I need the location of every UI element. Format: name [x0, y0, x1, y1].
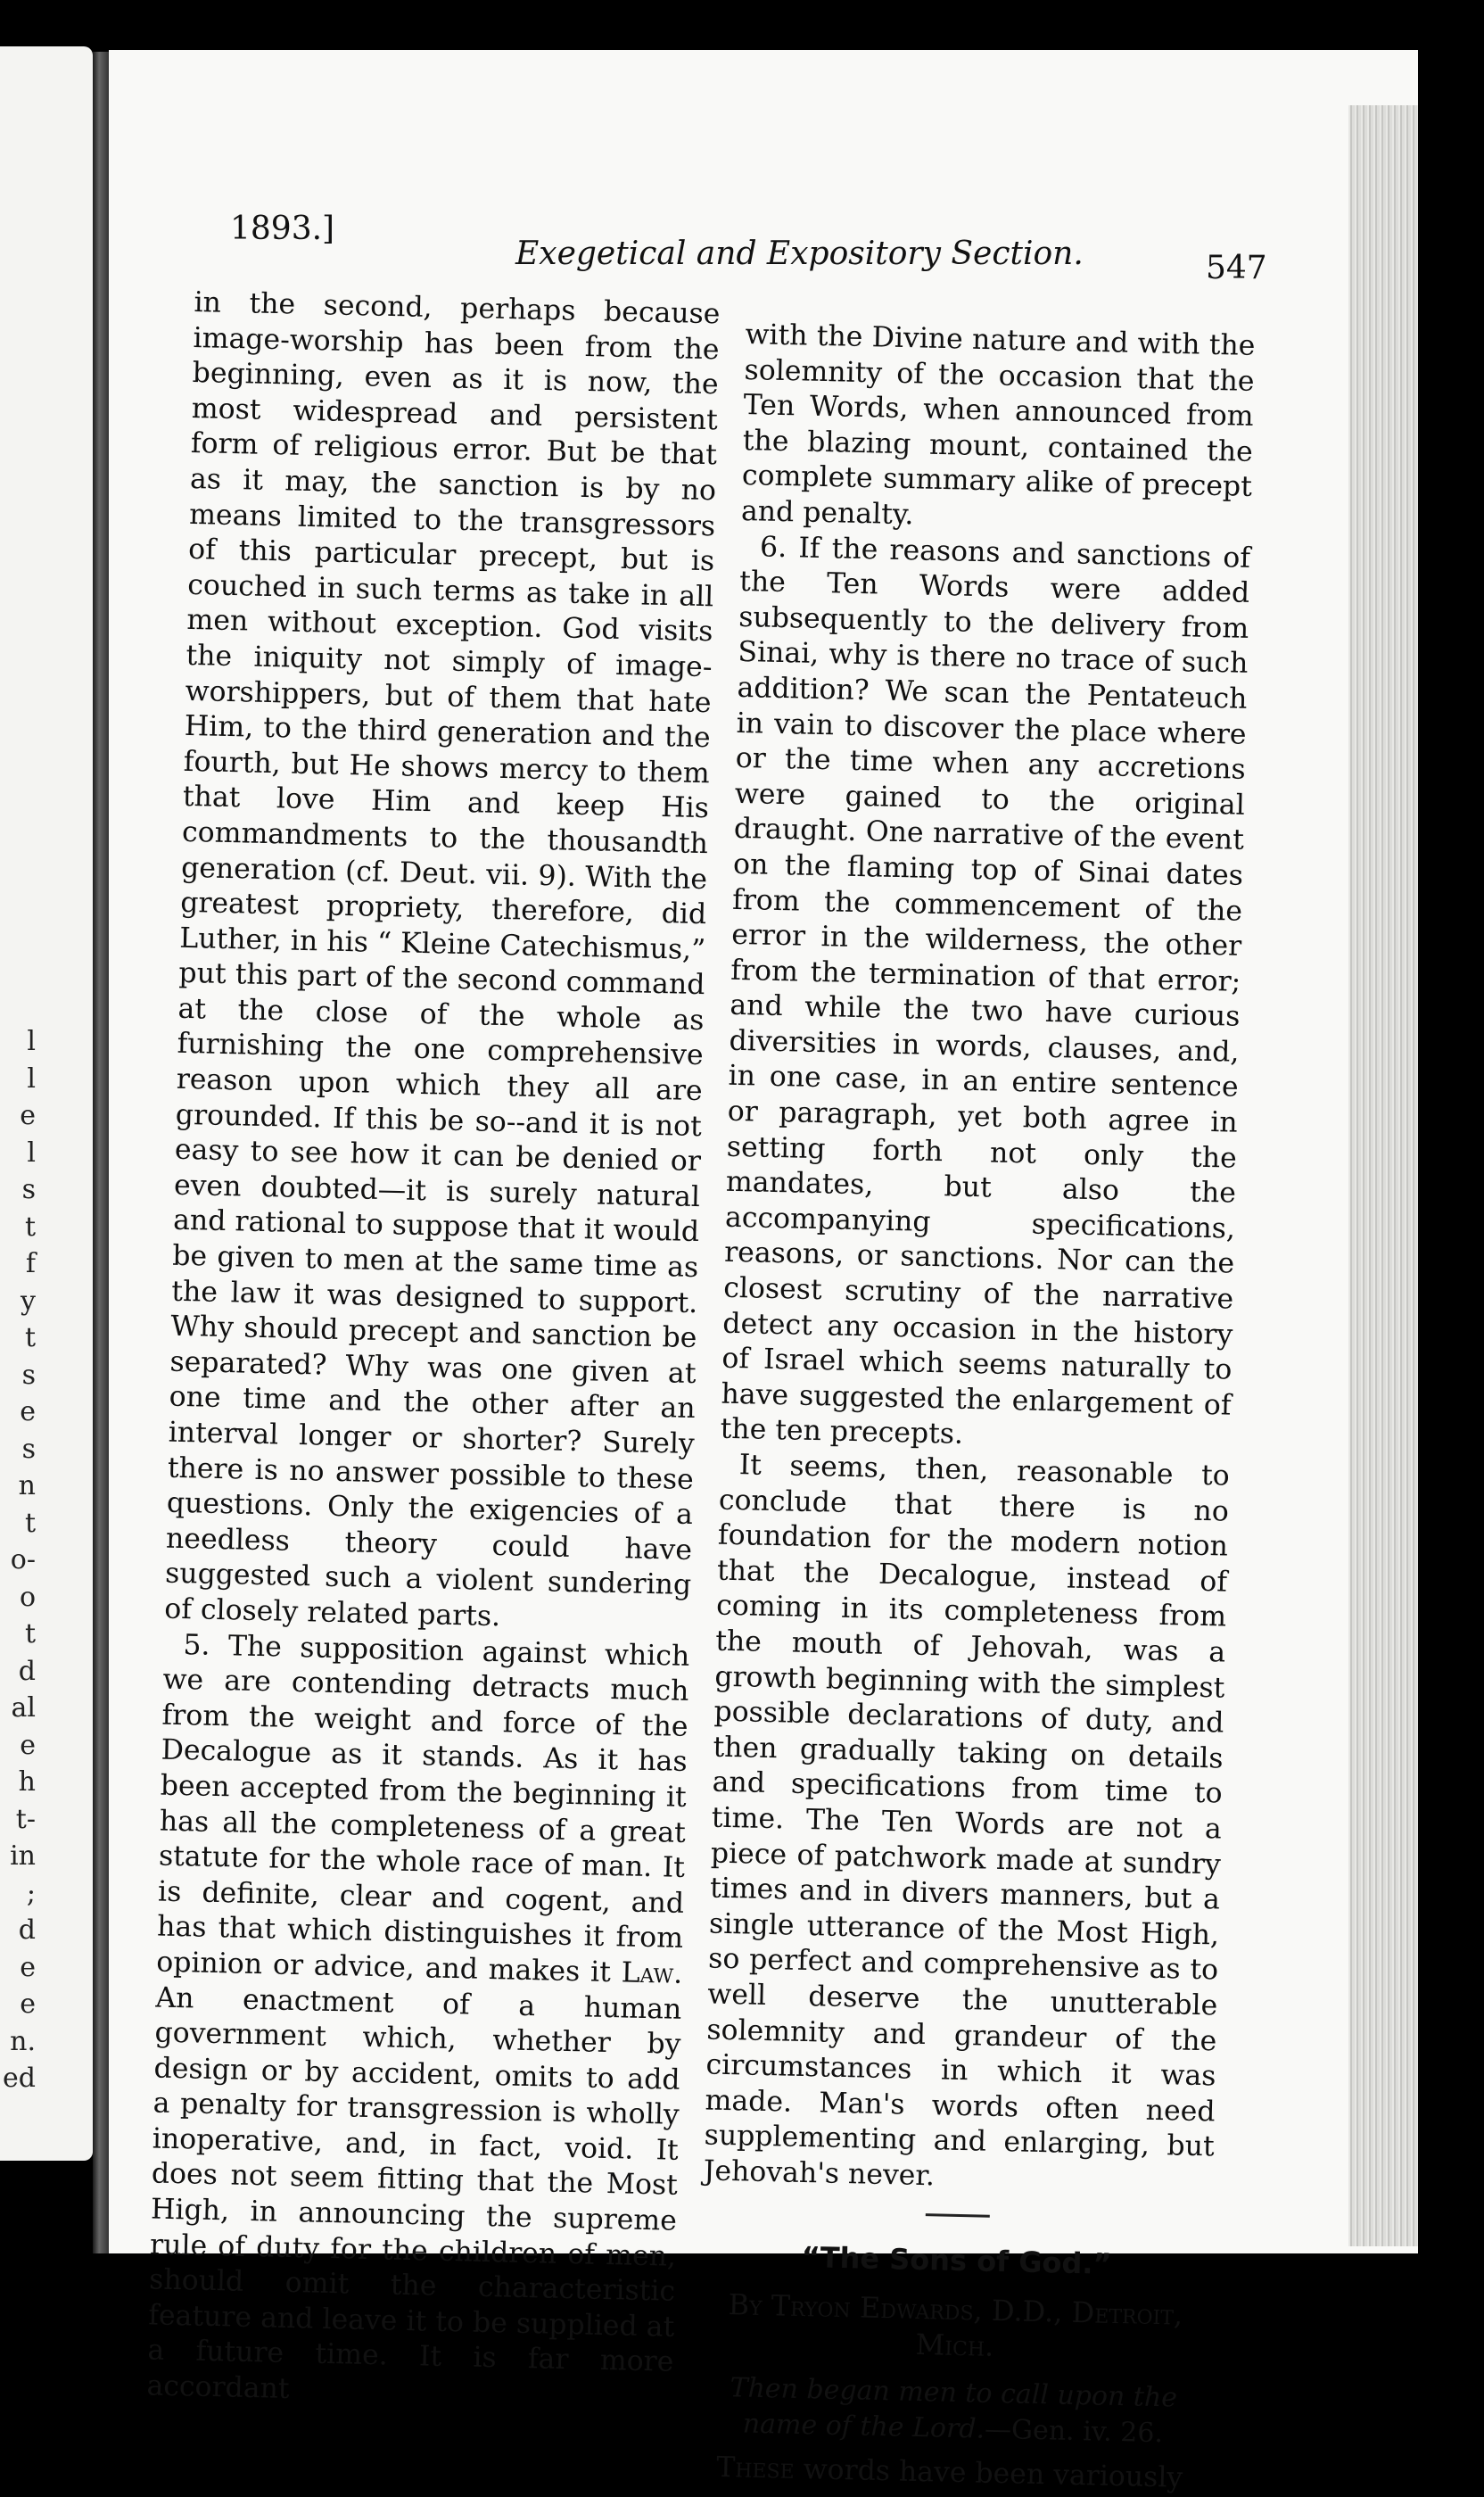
- right-column: [697, 318, 1256, 2497]
- page-number: 547: [1206, 250, 1267, 286]
- facing-page-letter: l: [27, 1026, 36, 1057]
- opening-word: These: [715, 2451, 796, 2485]
- facing-page-letter: t: [24, 1507, 36, 1539]
- facing-page-letter: s: [21, 1433, 36, 1465]
- paragraph: [146, 1627, 690, 2416]
- epigraph-text: Then began men to call upon the name of the Lord.: [730, 2372, 1178, 2445]
- facing-page-letter: s: [21, 1174, 36, 1205]
- book-gutter: [93, 52, 109, 2253]
- law-word: Law.: [621, 1956, 683, 1990]
- paragraph: 6. If the reasons and sanctions of the Ten Words were added subsequently to the delivery from Sinai, why is there no trace of such addition? We scan the Pentateuch in vain to discover the place where or the time when any accretions were gained to the original draught. One narrative of the event on the flaming top of Sinai dates from the commencement of the error in the wilderness, the other from the termination of that error; and while the two have curious diversities in words, clauses, and, in one case, in an entire sentence or paragraph, yet both agree in setting forth not only the mandates, but also the accompanying specifications, reasons, or sanctions. Nor can the closest scrutiny of the narrative detect any occasion in the history of Israel which seems naturally to have suggested the enlargement of the ten precepts.: [720, 531, 1251, 1451]
- epigraph: [697, 2369, 1209, 2452]
- facing-page-letter: s: [21, 1359, 36, 1391]
- facing-page-letter: n: [18, 1470, 36, 1501]
- paragraph-text: An enactment of a human government which, whether by design or by accident, omits to add a penalty for transgression is wholly inoperative, and, in fact, void. It does not seem fitting that the Most High, in announcing the supreme rule of duty for the children of men, should omit the characteristic feature and leave it to be supplied at a future time. It is far more accordant: [146, 1981, 682, 2406]
- header-title: Exegetical and Expository Section.: [515, 236, 1084, 272]
- facing-page-letter: t: [24, 1618, 36, 1650]
- facing-page-letter: e: [20, 1100, 36, 1131]
- article-byline: [699, 2286, 1211, 2369]
- left-column: [146, 285, 721, 2416]
- facing-page-letter: in: [10, 1840, 36, 1872]
- epigraph-reference: —Gen. iv. 26.: [984, 2413, 1164, 2450]
- facing-page-letter: y: [21, 1285, 36, 1317]
- facing-page-letter: n.: [10, 2025, 36, 2057]
- facing-page-letter: ;: [26, 1877, 36, 1909]
- paragraph: [697, 2450, 1208, 2497]
- facing-page-letter: h: [18, 1766, 36, 1798]
- facing-page-letter: ed: [3, 2063, 36, 2094]
- header-year: 1893.]: [230, 211, 335, 247]
- facing-page-letter: o: [19, 1581, 36, 1613]
- paragraph-text: 5. The supposition against which we are contending detracts much from the weight and force of the Decalogue as it stands. As it has been accepted from the beginning it has all the completeness of a great statute for the whole race of man. It is definite, clear and cogent, and has that which distinguishes it from opinion or advice, and makes it: [155, 1628, 690, 1989]
- facing-page-letter: f: [25, 1248, 36, 1279]
- facing-page-letter: o-: [10, 1544, 36, 1575]
- byline-line: Mich.: [915, 2327, 994, 2363]
- facing-page-letter: e: [20, 1989, 36, 2020]
- facing-page-letter: d: [18, 1655, 36, 1687]
- facing-page-letter: t: [24, 1322, 36, 1353]
- facing-page-letter: e: [20, 1951, 36, 1983]
- page-edges: [1348, 105, 1418, 2246]
- facing-page-letter: l: [27, 1062, 36, 1095]
- article-title: “The Sons of God.”: [801, 2240, 1112, 2282]
- facing-page-letter: t: [24, 1211, 36, 1243]
- section-divider: [926, 2214, 990, 2219]
- paragraph-text: words have been variously: [794, 2452, 1183, 2494]
- paragraph: It seems, then, reasonable to conclude that there is no foundation for the modern notion that the Decalogue, instead of coming in its completeness from the mouth of Jehovah, was a growth beginning with the simplest possible declarations of duty, and then gradually taking on details and specifications from time to time. The Ten Words are not a piece of patchwork made at sundry times and in divers manners, but a single utterance of the Most High, so perfect and comprehensive as to well deserve the unutterable solemnity and grandeur of the circumstances in which it was made. Man's words often need supplementing and enlarging, but Jehovah's never.: [703, 1449, 1231, 2193]
- facing-page-fragment: [0, 46, 93, 2161]
- facing-page-letter: l: [27, 1137, 36, 1169]
- paragraph: with the Divine nature and with the solemnity of the occasion that the Ten Words, when announced from the blazing mount, contained the complete summary alike of precept and penalty.: [740, 318, 1256, 532]
- facing-page-letter: t-: [15, 1803, 36, 1835]
- facing-page-letter: d: [18, 1914, 36, 1946]
- facing-page-letter: al: [11, 1692, 36, 1724]
- facing-page-letter: e: [20, 1396, 36, 1427]
- facing-page-letter: e: [20, 1729, 36, 1761]
- byline-line: By Tryon Edwards, D.D., Detroit,: [728, 2287, 1183, 2332]
- paragraph: in the second, perhaps because image-worship has been from the beginning, even as it is now, the most widespread and persistent form of religious error. But be that as it may, the sanction is by no means limited to the transgressors of this particular precept, but is couched in such terms as take in all men without exception. God visits the iniquity not simply of image-worshippers, but of them that hate Him, to the third generation and the fourth, but He shows mercy to them that love Him and keep His commandments to the thousandth generation (cf. Deut. vii. 9). With the greatest propriety, therefore, did Luther, in his “ Kleine Catechismus,” put this part of the second command at the close of the whole as furnishing the one comprehensive reason upon which they all are grounded. If this be so--and it is not easy to see how it can be denied or even doubted—it is surely natural and rational to suppose that it would be given to men at the same time as the law it was designed to support. Why should precept and sanction be separated? Why was one given at one time and the other after an interval longer or shorter? Surely there is no answer possible to these questions. Only the exigencies of a needless theory could have suggested such a violent sundering of closely related parts.: [163, 285, 721, 1633]
